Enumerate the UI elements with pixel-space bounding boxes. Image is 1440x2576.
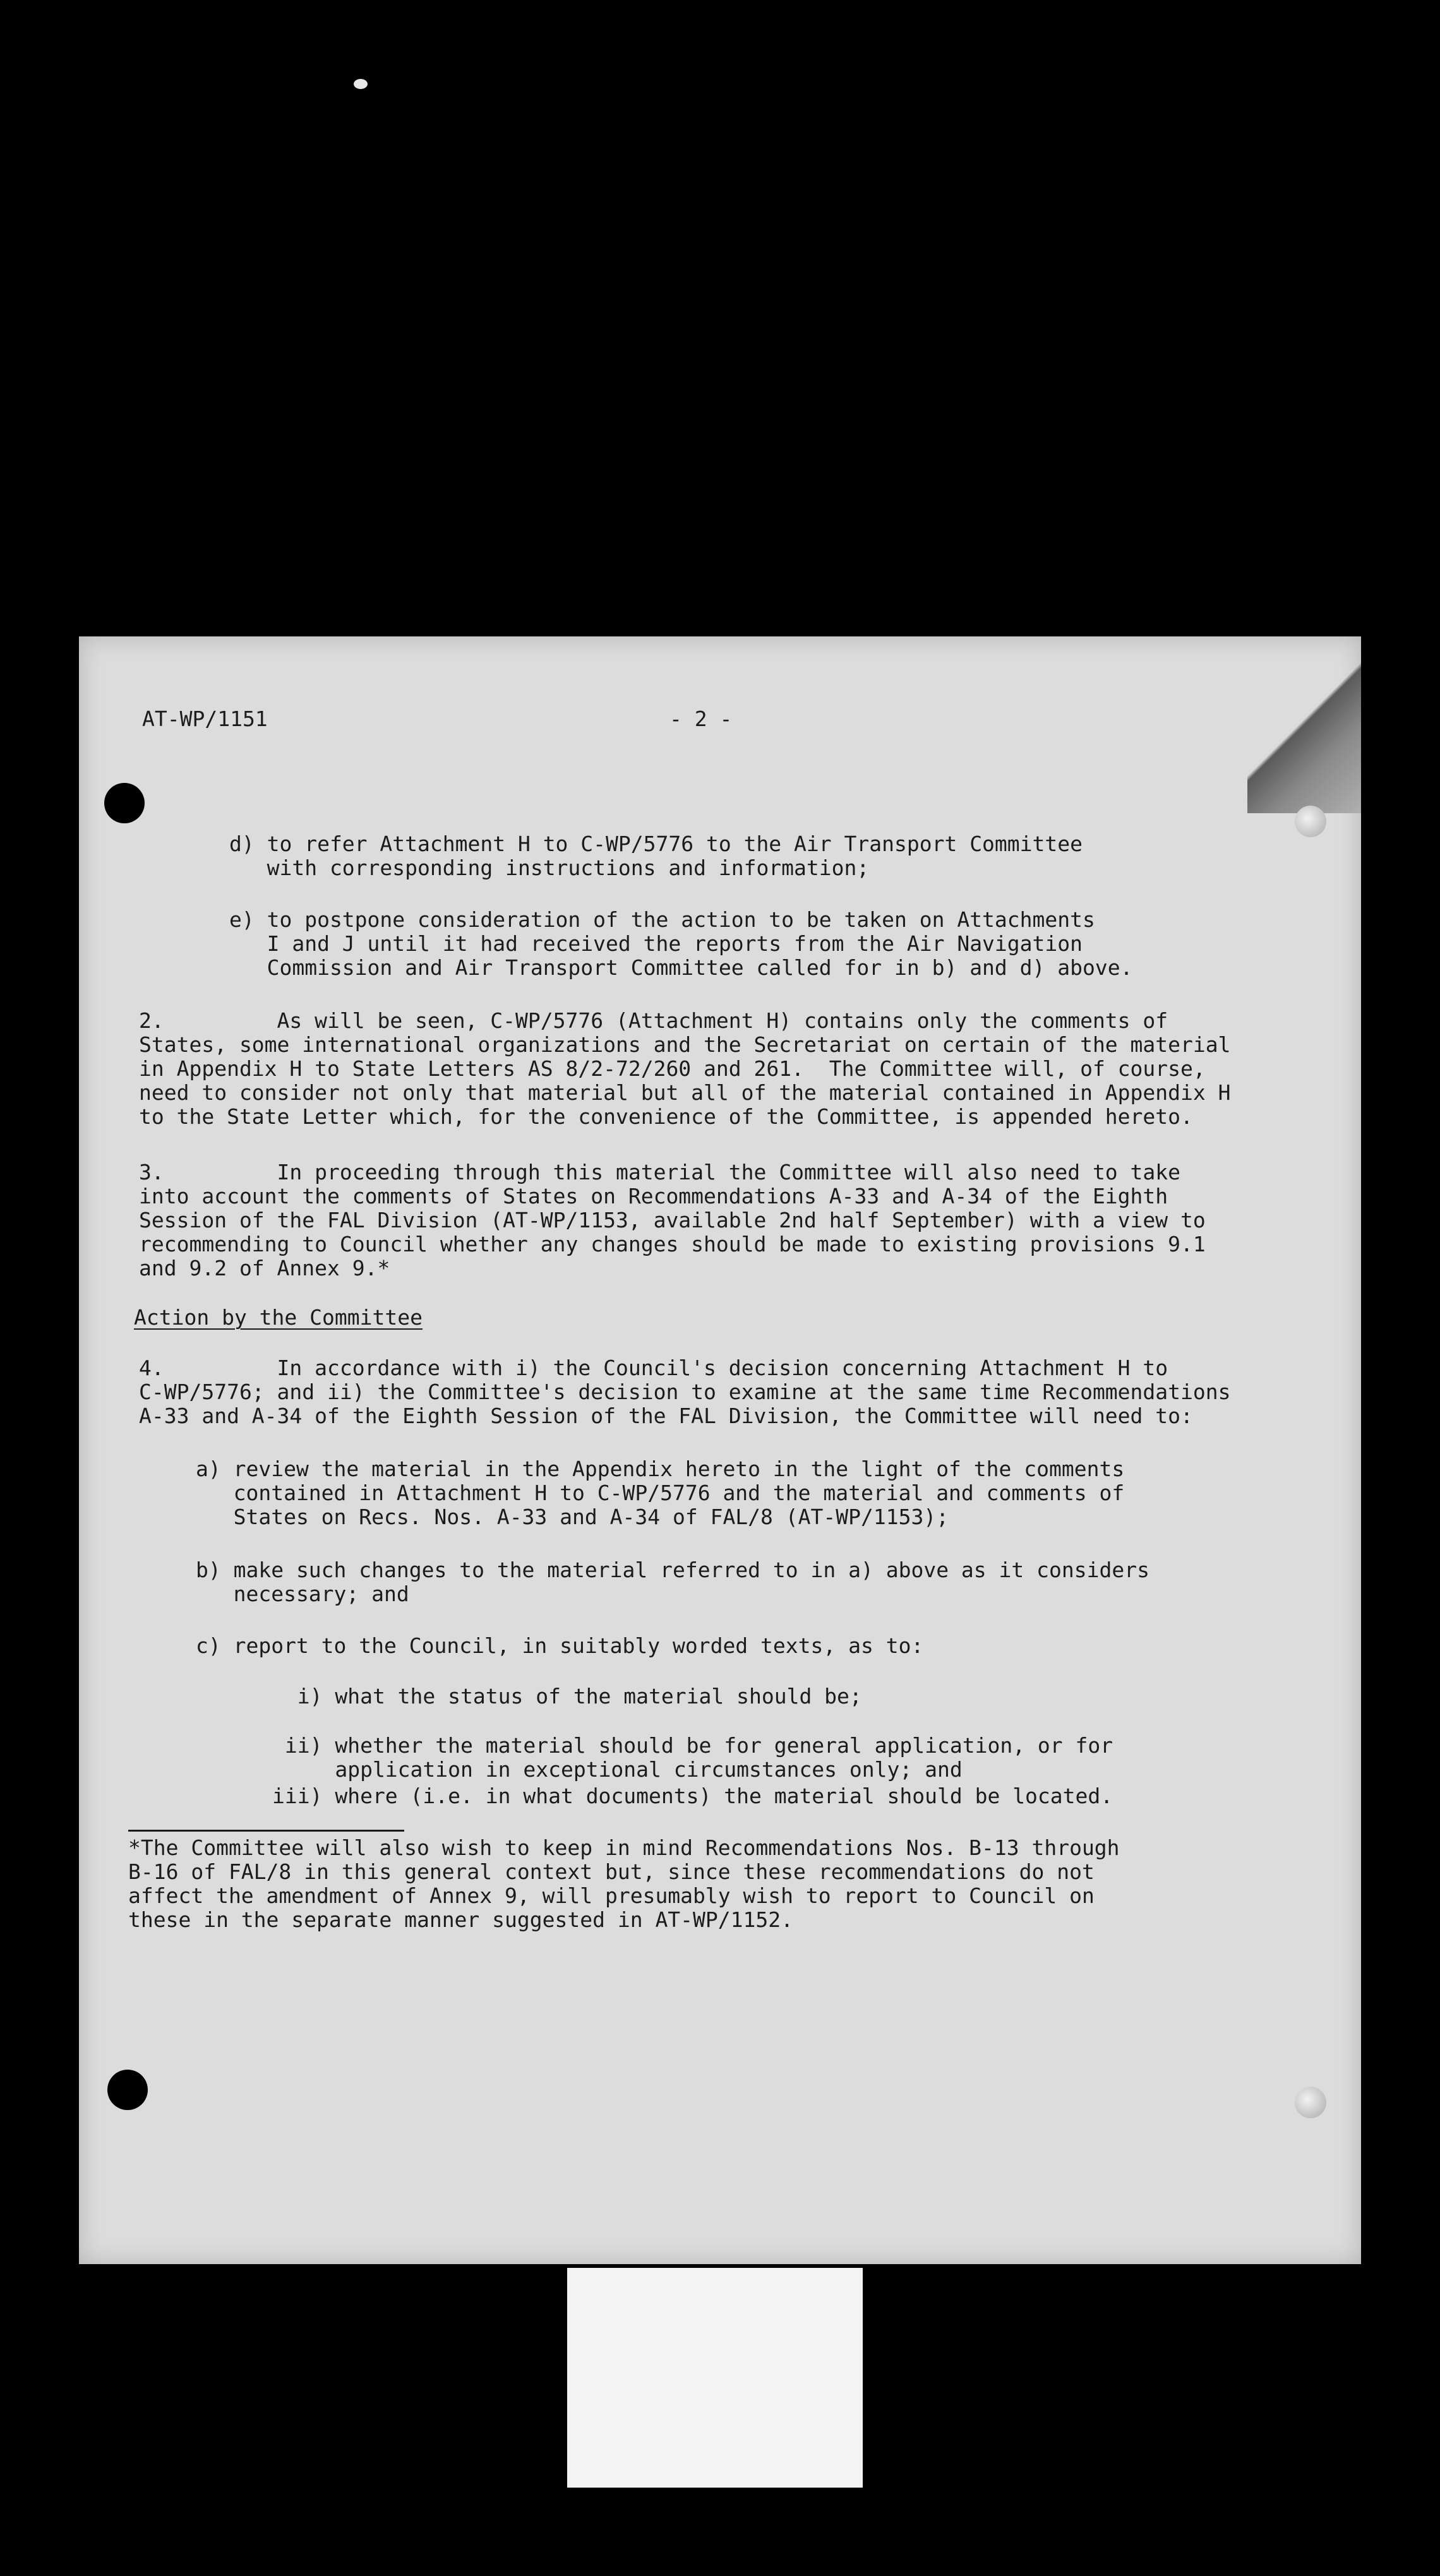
page-number: - 2 - (669, 707, 733, 731)
scan-speck (354, 79, 368, 89)
action-c-line-1: c) report to the Council, in suitably worded texts, as to: (196, 1633, 924, 1658)
item-d-line-1: d) to refer Attachment H to C-WP/5776 to the Air Transport Committee (229, 832, 1083, 856)
document-reference: AT-WP/1151 (142, 707, 268, 731)
item-d-line-2: with corresponding instructions and information; (229, 856, 870, 880)
sub-action-ii-line-1: ii) whether the material should be for general application, or for (272, 1733, 1113, 1758)
action-a-line-2: contained in Attachment H to C-WP/5776 and the material and comments of (196, 1481, 1125, 1505)
item-e-line-3: Commission and Air Transport Committee called for in b) and d) above. (229, 955, 1133, 980)
paragraph-2-line-5: to the State Letter which, for the convenience of the Committee, is appended hereto. (139, 1104, 1193, 1129)
paragraph-4-line-1: 4. In accordance with i) the Council's decision concerning Attachment H to (139, 1356, 1168, 1380)
action-a-line-1: a) review the material in the Appendix hereto in the light of the comments (196, 1457, 1125, 1481)
paragraph-2-line-4: need to consider not only that material but all of the material contained in Appendix H (139, 1080, 1231, 1105)
paragraph-2-line-3: in Appendix H to State Letters AS 8/2-72/260 and 261. The Committee will, of course, (139, 1056, 1206, 1081)
paragraph-3-line-3: Session of the FAL Division (AT-WP/1153, available 2nd half September) with a view to (139, 1208, 1206, 1232)
punch-hole-bottom-right (1295, 2087, 1326, 2118)
footnote-rule (128, 1830, 404, 1832)
punch-hole-top-right (1295, 806, 1326, 837)
paragraph-4-line-2: C-WP/5776; and ii) the Committee's decision to examine at the same time Recommendations (139, 1380, 1231, 1404)
document-page (79, 636, 1361, 2264)
punch-hole-bottom-left (107, 2070, 148, 2110)
folded-corner (1247, 636, 1361, 813)
paragraph-2-line-2: States, some international organizations and the Secretariat on certain of the material (139, 1032, 1231, 1057)
paragraph-2-line-1: 2. As will be seen, C-WP/5776 (Attachment H) contains only the comments of (139, 1008, 1168, 1033)
footnote-line-4: these in the separate manner suggested in AT-WP/1152. (128, 1907, 793, 1932)
action-a-line-3: States on Recs. Nos. A-33 and A-34 of FAL/8 (AT-WP/1153); (196, 1505, 949, 1529)
footnote-line-2: B-16 of FAL/8 in this general context but, since these recommendations do not (128, 1859, 1095, 1884)
item-e-line-1: e) to postpone consideration of the action to be taken on Attachments (229, 907, 1095, 932)
action-b-line-2: necessary; and (196, 1582, 409, 1606)
item-e-line-2: I and J until it had received the reports from the Air Navigation (229, 931, 1083, 956)
paragraph-4-line-3: A-33 and A-34 of the Eighth Session of the FAL Division, the Committee will need to: (139, 1404, 1193, 1428)
paragraph-3-line-1: 3. In proceeding through this material the Committee will also need to take (139, 1160, 1181, 1184)
sub-action-iii-line-1: iii) where (i.e. in what documents) the material should be located. (272, 1784, 1113, 1808)
paper-tab (567, 2268, 863, 2488)
paragraph-3-line-5: and 9.2 of Annex 9.* (139, 1256, 390, 1280)
paragraph-3-line-2: into account the comments of States on Recommendations A-33 and A-34 of the Eighth (139, 1184, 1168, 1208)
section-heading: Action by the Committee (134, 1305, 423, 1330)
footnote-line-3: affect the amendment of Annex 9, will presumably wish to report to Council on (128, 1883, 1095, 1908)
sub-action-i-line-1: i) what the status of the material should be; (272, 1684, 862, 1708)
action-b-line-1: b) make such changes to the material referred to in a) above as it considers (196, 1558, 1149, 1582)
sub-action-ii-line-2: application in exceptional circumstances only; and (272, 1757, 963, 1782)
paragraph-3-line-4: recommending to Council whether any changes should be made to existing provisions 9.1 (139, 1232, 1206, 1256)
footnote-line-1: *The Committee will also wish to keep in mind Recommendations Nos. B-13 through (128, 1835, 1120, 1860)
punch-hole-top-left (104, 783, 145, 823)
